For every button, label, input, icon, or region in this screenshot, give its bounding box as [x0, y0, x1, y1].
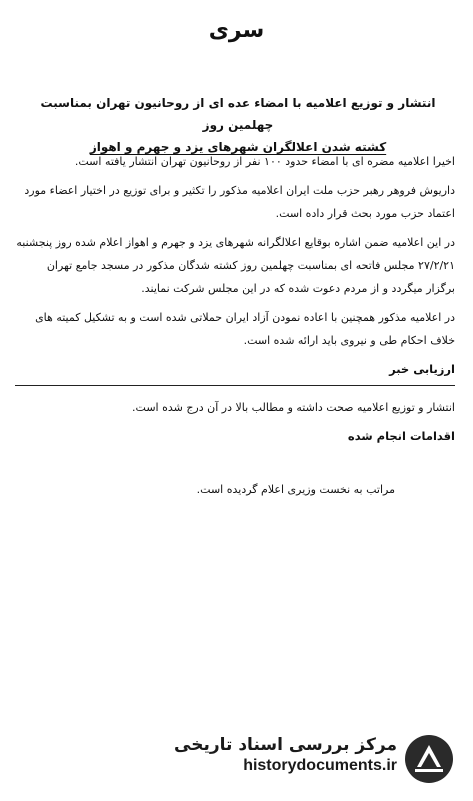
subject-line-1: انتشار و توزیع اعلامیه با امضاء عده ای از روحانیون تهران بمناسبت چهلمین روز	[40, 96, 436, 132]
document-body	[15, 150, 455, 507]
subject-block	[23, 92, 453, 158]
actions-heading: اقدامات انجام شده	[347, 429, 455, 443]
paragraph-3: در این اعلامیه ضمن اشاره بوقایع اعلالگرانه شهرهای یزد و جهرم و اهواز اعلام شده روز پنجشنبه ۲۷/۲/۲۱ مجلس فاتحه ای بمناسبت چهلمین روز کشته شدگان مذکور در مسجد جامع تهران برگزار میگردد و از مردم دعوت شده که در این مجلس شرکت نمایند.	[16, 236, 455, 295]
divider-line	[15, 385, 455, 386]
paragraph-1: اخیرا اعلامیه مضره ای با امضاء حدود ۱۰۰ نفر از روحانیون تهران انتشار یافته است.	[74, 155, 455, 168]
paragraph-2: داریوش فروهر رهبر حزب ملت ایران اعلامیه مذکور را تکثیر و برای توزیع در اختیار اعضاء مورد اعتماد حزب مورد بحث قرار داده است.	[24, 184, 455, 220]
paragraph-4: در اعلامیه مذکور همچنین با اعاده نمودن آزاد ایران حملاتی شده است و به تشکیل کمیته های خلاف احکام طی و نیروی باید ارائه شده است.	[35, 311, 455, 347]
subject-line-2: کشته شدن اعلالگران شهرهای یزد و جهرم و اهواز	[89, 140, 387, 154]
assessment-text: انتشار و توزیع اعلامیه صحت داشته و مطالب بالا در آن درج شده است.	[132, 401, 455, 414]
actions-text: مراتب به نخست وزیری اعلام گردیده است.	[196, 483, 395, 496]
org-url: historydocuments.ir	[243, 757, 397, 774]
assessment-heading: ارزیابی خبر	[389, 362, 455, 376]
watermark-footer	[163, 731, 463, 795]
org-name: مرکز بررسی اسناد تاریخی	[174, 735, 397, 755]
classification-title: سری	[208, 18, 265, 43]
archive-logo-icon	[403, 733, 455, 785]
